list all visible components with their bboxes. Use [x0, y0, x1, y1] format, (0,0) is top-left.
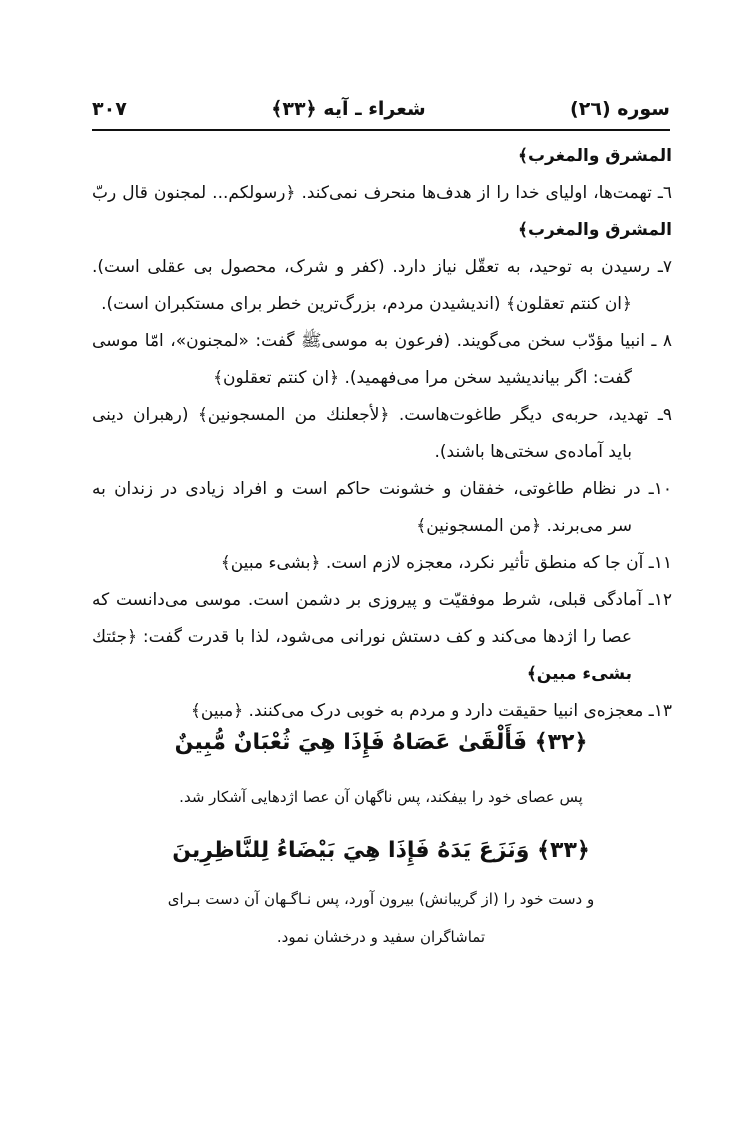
text-line: ﴿ان کنتم تعقلون﴾ (اندیشیدن مردم، بزرگ‌ترین خطر برای مستکبران است). [101, 294, 632, 314]
text-line: ١٢ـ آمادگی قبلی، شرط موفقیّت و پیروزی بر دشمن است. موسی می‌دانست که [92, 590, 672, 610]
verse-32 [92, 730, 670, 755]
verse-32-translation: پس عصای خود را بیفکند، پس ناگهان آن عصا اژدهایی آشکار شد. [179, 788, 583, 806]
text-line: ٧ـ رسیدن به توحید، به تعقّل نیاز دارد. (کفر و شرک، محصول بی عقلی است). [92, 257, 672, 277]
text-line: سر می‌برند. ﴿من المسجونين﴾ [416, 516, 632, 536]
text-line: ١٠ـ در نظام طاغوتی، خفقان و خشونت حاکم است و افراد زیادی در زندان به [92, 479, 672, 499]
text-line: عصا را اژدها می‌کند و کف دستش نورانی می‌شود، لذا با قدرت گفت: ﴿جئتك [92, 627, 632, 647]
text-line: ١١ـ آن جا که منطق تأثیر نکرد، معجزه لازم است. ﴿بشیء مبین﴾ [220, 553, 672, 573]
running-title: شعراء ـ آيه ﴿٣٣﴾ [271, 98, 426, 120]
text-line: گفت: اگر بیاندیشید سخن مرا می‌فهمید). ﴿ان کنتم تعقلون﴾ [213, 368, 632, 388]
verse-number: ﴿٣٢﴾ [534, 730, 588, 755]
header-divider [92, 129, 670, 131]
verse-number: ﴿٣٣﴾ [537, 838, 590, 863]
text-line: ١٣ـ معجزه‌ی انبیا حقیقت دارد و مردم به خوبی درک می‌کنند. ﴿مبین﴾ [190, 701, 672, 721]
page-header [92, 92, 670, 126]
text-line: المشرق والمغرب﴾ [518, 220, 672, 240]
verse-33-translation-line: تماشاگران سفید و درخشان نمود. [276, 928, 486, 946]
verse-arabic: فَأَلْقَىٰ عَصَاهُ فَإِذَا هِيَ ثُعْبَانٌ مُّبِينٌ [174, 730, 528, 755]
surah-label: سوره (٢٦) [570, 98, 670, 120]
page-number: ٣٠٧ [92, 98, 127, 120]
verse-33-translation-line: و دست خود را (از گریبانش) بیرون آورد، پس نـاگـهان آن دست بـرای [167, 890, 595, 908]
text-line: ٦ـ تهمت‌ها، اولیای خدا را از هدف‌ها منحرف نمی‌کند. ﴿رسولکم... لمجنون قال ربّ [92, 183, 672, 203]
text-line: باید آماده‌ی سختی‌ها باشند). [434, 442, 632, 462]
text-line: بشیء مبین﴾ [526, 664, 632, 684]
verse-33 [92, 838, 670, 863]
commentary-body [92, 138, 672, 730]
verse-arabic: وَنَزَعَ يَدَهُ فَإِذَا هِيَ بَيْضَاءُ لِلنَّاظِرِينَ [172, 838, 530, 863]
text-line: ٩ـ تهدید، حربه‌ی دیگر طاغوت‌هاست. ﴿لأجعلنك من المسجونين﴾ (رهبران دینی [92, 405, 672, 425]
text-line: ٨ ـ انبیا مؤدّب سخن می‌گویند. (فرعون به موسیﷺ گفت: «لمجنون»، امّا موسی [92, 331, 672, 351]
text-line: المشرق والمغرب﴾ [518, 146, 672, 166]
